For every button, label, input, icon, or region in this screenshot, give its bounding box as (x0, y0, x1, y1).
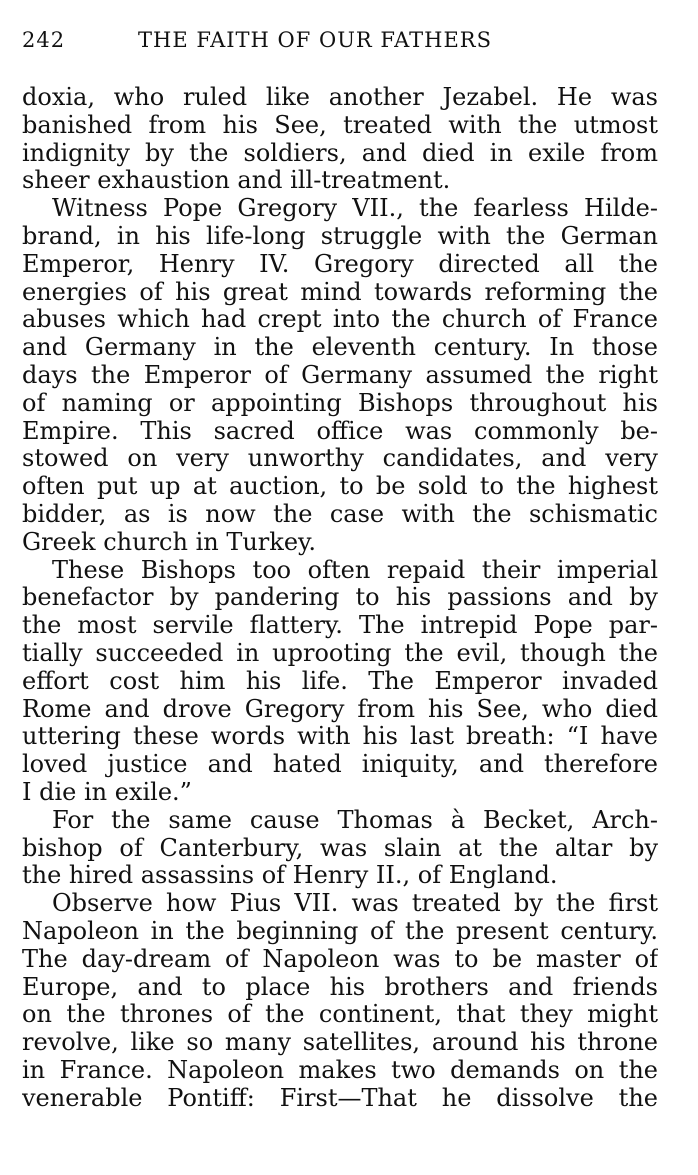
text-line: Emperor, Henry IV. Gregory directed all the (22, 250, 658, 278)
text-line: days the Emperor of Germany assumed the right (22, 361, 658, 389)
text-line: For the same cause Thomas à Becket, Arch- (52, 806, 658, 834)
text-line: the hired assassins of Henry II., of England. (22, 862, 558, 890)
text-line: sheer exhaustion and ill-treatment. (22, 167, 451, 195)
text-line: Empire. This sacred office was commonly be- (22, 417, 658, 445)
body-text (22, 84, 658, 1112)
page-number: 242 (22, 28, 66, 52)
text-line: doxia, who ruled like another Jezabel. He was (22, 84, 658, 111)
text-line: indignity by the soldiers, and died in exile from (22, 139, 658, 167)
text-line: energies of his great mind towards reforming the (22, 278, 658, 306)
text-line: abuses which had crept into the church of France (22, 306, 658, 334)
text-line: in France. Napoleon makes two demands on the (22, 1056, 658, 1084)
text-line: the most servile flattery. The intrepid Pope par- (22, 612, 658, 640)
text-line: banished from his See, treated with the utmost (22, 111, 658, 139)
text-line: Observe how Pius VII. was treated by the first (52, 890, 658, 918)
text-line: brand, in his life-long struggle with the German (22, 222, 658, 250)
text-line: I die in exile.” (22, 778, 192, 806)
text-line: venerable Pontiff: First—That he dissolve the (22, 1084, 658, 1112)
text-line: revolve, like so many satellites, around his throne (22, 1029, 658, 1057)
text-line: Europe, and to place his brothers and friends (22, 973, 658, 1001)
text-line: of naming or appointing Bishops throughout his (22, 389, 658, 417)
text-line: bishop of Canterbury, was slain at the altar by (22, 834, 658, 862)
text-line: and Germany in the eleventh century. In those (22, 334, 658, 362)
text-line: uttering these words with his last breath: “I have (22, 723, 658, 751)
text-line: Witness Pope Gregory VII., the fearless Hilde- (52, 195, 658, 223)
text-line: effort cost him his life. The Emperor invaded (22, 667, 658, 695)
text-line: Greek church in Turkey. (22, 528, 317, 556)
text-line: tially succeeded in uprooting the evil, though the (22, 639, 658, 667)
running-title: THE FAITH OF OUR FATHERS (138, 28, 493, 52)
text-line: loved justice and hated iniquity, and therefore (22, 751, 658, 779)
text-line: benefactor by pandering to his passions and by (22, 584, 658, 612)
running-head (22, 28, 662, 58)
text-line: on the thrones of the continent, that they might (22, 1001, 658, 1029)
text-line: Napoleon in the beginning of the present century. (22, 917, 658, 945)
text-line: Rome and drove Gregory from his See, who died (22, 695, 658, 723)
text-line: The day-dream of Napoleon was to be master of (22, 945, 658, 973)
text-line: stowed on very unworthy candidates, and very (22, 445, 658, 473)
text-line: often put up at auction, to be sold to the highest (22, 473, 658, 501)
text-line: These Bishops too often repaid their imperial (52, 556, 658, 584)
text-line: bidder, as is now the case with the schismatic (22, 500, 658, 528)
